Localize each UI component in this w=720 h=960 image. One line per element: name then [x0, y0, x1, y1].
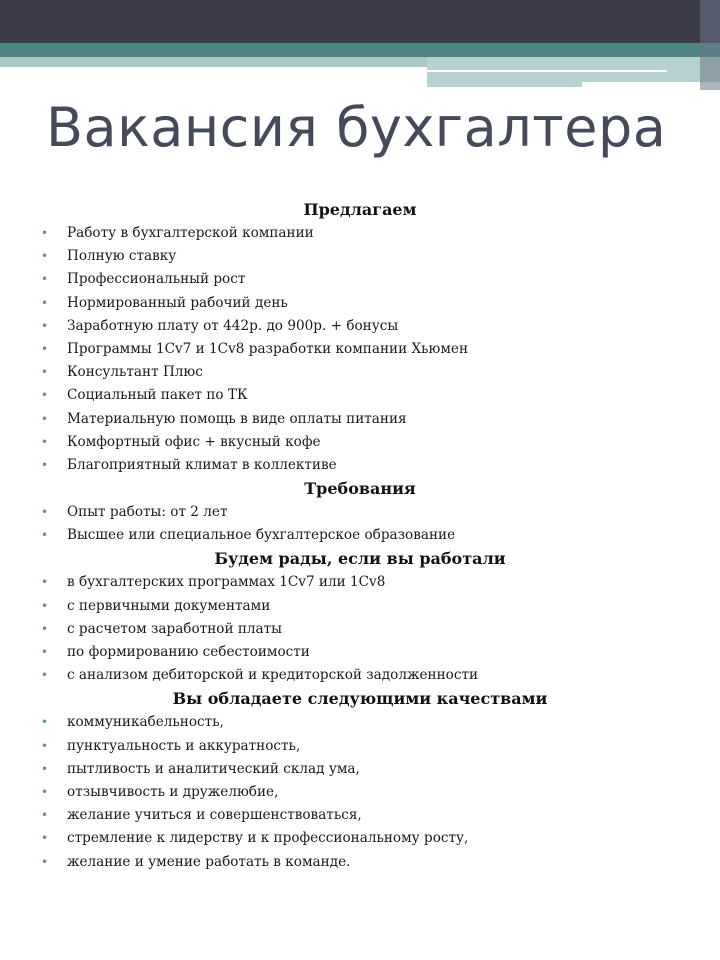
- list-item-text: желание учиться и совершенствоваться,: [67, 807, 362, 824]
- bullet-icon: •: [41, 645, 49, 659]
- bullet-icon: •: [41, 738, 49, 753]
- section-heading: Требования: [304, 479, 416, 499]
- list-item: [0, 245, 720, 268]
- list-item: [0, 571, 720, 594]
- list-item-text: в бухгалтерских программах 1Cv7 или 1Cv8: [67, 574, 386, 591]
- list-item: [0, 758, 720, 781]
- page-title: Вакансия бухгалтера: [46, 96, 667, 159]
- header-band-teal: [0, 43, 720, 57]
- list-item: [0, 222, 720, 245]
- list-item-text: Нормированный рабочий день: [67, 294, 288, 311]
- list-item-text: Социальный пакет по ТК: [67, 387, 248, 404]
- list-item-text: с расчетом заработной платы: [67, 620, 282, 637]
- bullet-icon: •: [41, 295, 49, 310]
- list-item-text: Высшее или специальное бухгалтерское образование: [67, 527, 456, 544]
- list-item-text: Консультант Плюс: [67, 364, 203, 381]
- list-item-text: Материальную помощь в виде оплаты питания: [67, 410, 407, 427]
- bullet-icon: •: [41, 318, 49, 333]
- list-item: [0, 804, 720, 827]
- list-item: [0, 664, 720, 687]
- bullet-icon: •: [41, 575, 49, 590]
- list-item-text: стремление к лидерству и к профессиональному росту,: [67, 830, 469, 847]
- list-item: [0, 292, 720, 315]
- list-item-text: Профессиональный рост: [67, 271, 246, 288]
- bullet-icon: •: [41, 434, 49, 449]
- section-heading: Предлагаем: [303, 200, 417, 219]
- list-item-text: отзывчивость и дружелюбие,: [67, 783, 279, 800]
- bullet-icon: •: [41, 831, 49, 846]
- list-item-text: пытливость и аналитический склад ума,: [67, 760, 360, 777]
- section-list: [0, 711, 720, 873]
- bullet-icon: •: [41, 411, 49, 426]
- bullet-icon: •: [41, 365, 49, 380]
- section-list: [0, 571, 720, 687]
- list-item: [0, 827, 720, 850]
- list-item: [0, 735, 720, 758]
- list-item-text: с первичными документами: [67, 597, 271, 614]
- list-item-text: Работу в бухгалтерской компании: [67, 225, 314, 241]
- section-heading: Будем рады, если вы работали: [214, 549, 506, 569]
- vacancy-content: [0, 198, 720, 874]
- list-item: [0, 408, 720, 431]
- list-item: [0, 851, 720, 874]
- list-item: [0, 268, 720, 291]
- section-list: [0, 222, 720, 477]
- header-band-dark: [0, 0, 720, 43]
- bullet-icon: •: [41, 505, 49, 520]
- list-item: [0, 454, 720, 477]
- list-item: [0, 315, 720, 338]
- list-item-text: желание и умение работать в команде.: [67, 853, 351, 870]
- bullet-icon: •: [41, 528, 49, 543]
- list-item: [0, 431, 720, 454]
- list-item-text: коммуникабельность,: [67, 714, 224, 731]
- bullet-icon: •: [41, 249, 49, 264]
- list-item-text: Заработную плату от 442р. до 900р. + бонусы: [67, 317, 399, 334]
- list-item-text: с анализом дебиторской и кредиторской задолженности: [67, 667, 479, 684]
- list-item: [0, 711, 720, 734]
- bullet-icon: •: [41, 226, 49, 240]
- list-item-text: Благоприятный климат в коллективе: [67, 456, 337, 473]
- list-item-text: Полную ставку: [67, 248, 177, 265]
- bullet-icon: •: [41, 341, 49, 356]
- header-band-edge: [700, 0, 720, 90]
- list-item: [0, 501, 720, 524]
- header-band-line: [427, 70, 667, 72]
- bullet-icon: •: [41, 457, 49, 472]
- list-item: [0, 384, 720, 407]
- bullet-icon: •: [41, 784, 49, 799]
- list-item: [0, 618, 720, 641]
- list-item: [0, 641, 720, 664]
- list-item: [0, 338, 720, 361]
- bullet-icon: •: [41, 272, 49, 287]
- list-item: [0, 781, 720, 804]
- list-item-text: пунктуальность и аккуратность,: [67, 737, 301, 754]
- list-item: [0, 524, 720, 547]
- bullet-icon: •: [41, 621, 49, 636]
- list-item: [0, 595, 720, 618]
- bullet-icon: •: [41, 668, 49, 683]
- bullet-icon: •: [41, 715, 49, 730]
- list-item-text: Комфортный офис + вкусный кофе: [67, 433, 321, 450]
- list-item: [0, 361, 720, 384]
- bullet-icon: •: [41, 808, 49, 823]
- list-item-text: Опыт работы: от 2 лет: [67, 504, 228, 521]
- bullet-icon: •: [41, 854, 49, 869]
- list-item-text: по формированию себестоимости: [67, 644, 310, 660]
- section-heading: Вы обладаете следующими качествами: [172, 689, 548, 709]
- bullet-icon: •: [41, 388, 49, 403]
- list-item-text: Программы 1Cv7 и 1Cv8 разработки компании Хьюмен: [67, 340, 469, 357]
- bullet-icon: •: [41, 761, 49, 776]
- bullet-icon: •: [41, 598, 49, 613]
- section-list: [0, 501, 720, 547]
